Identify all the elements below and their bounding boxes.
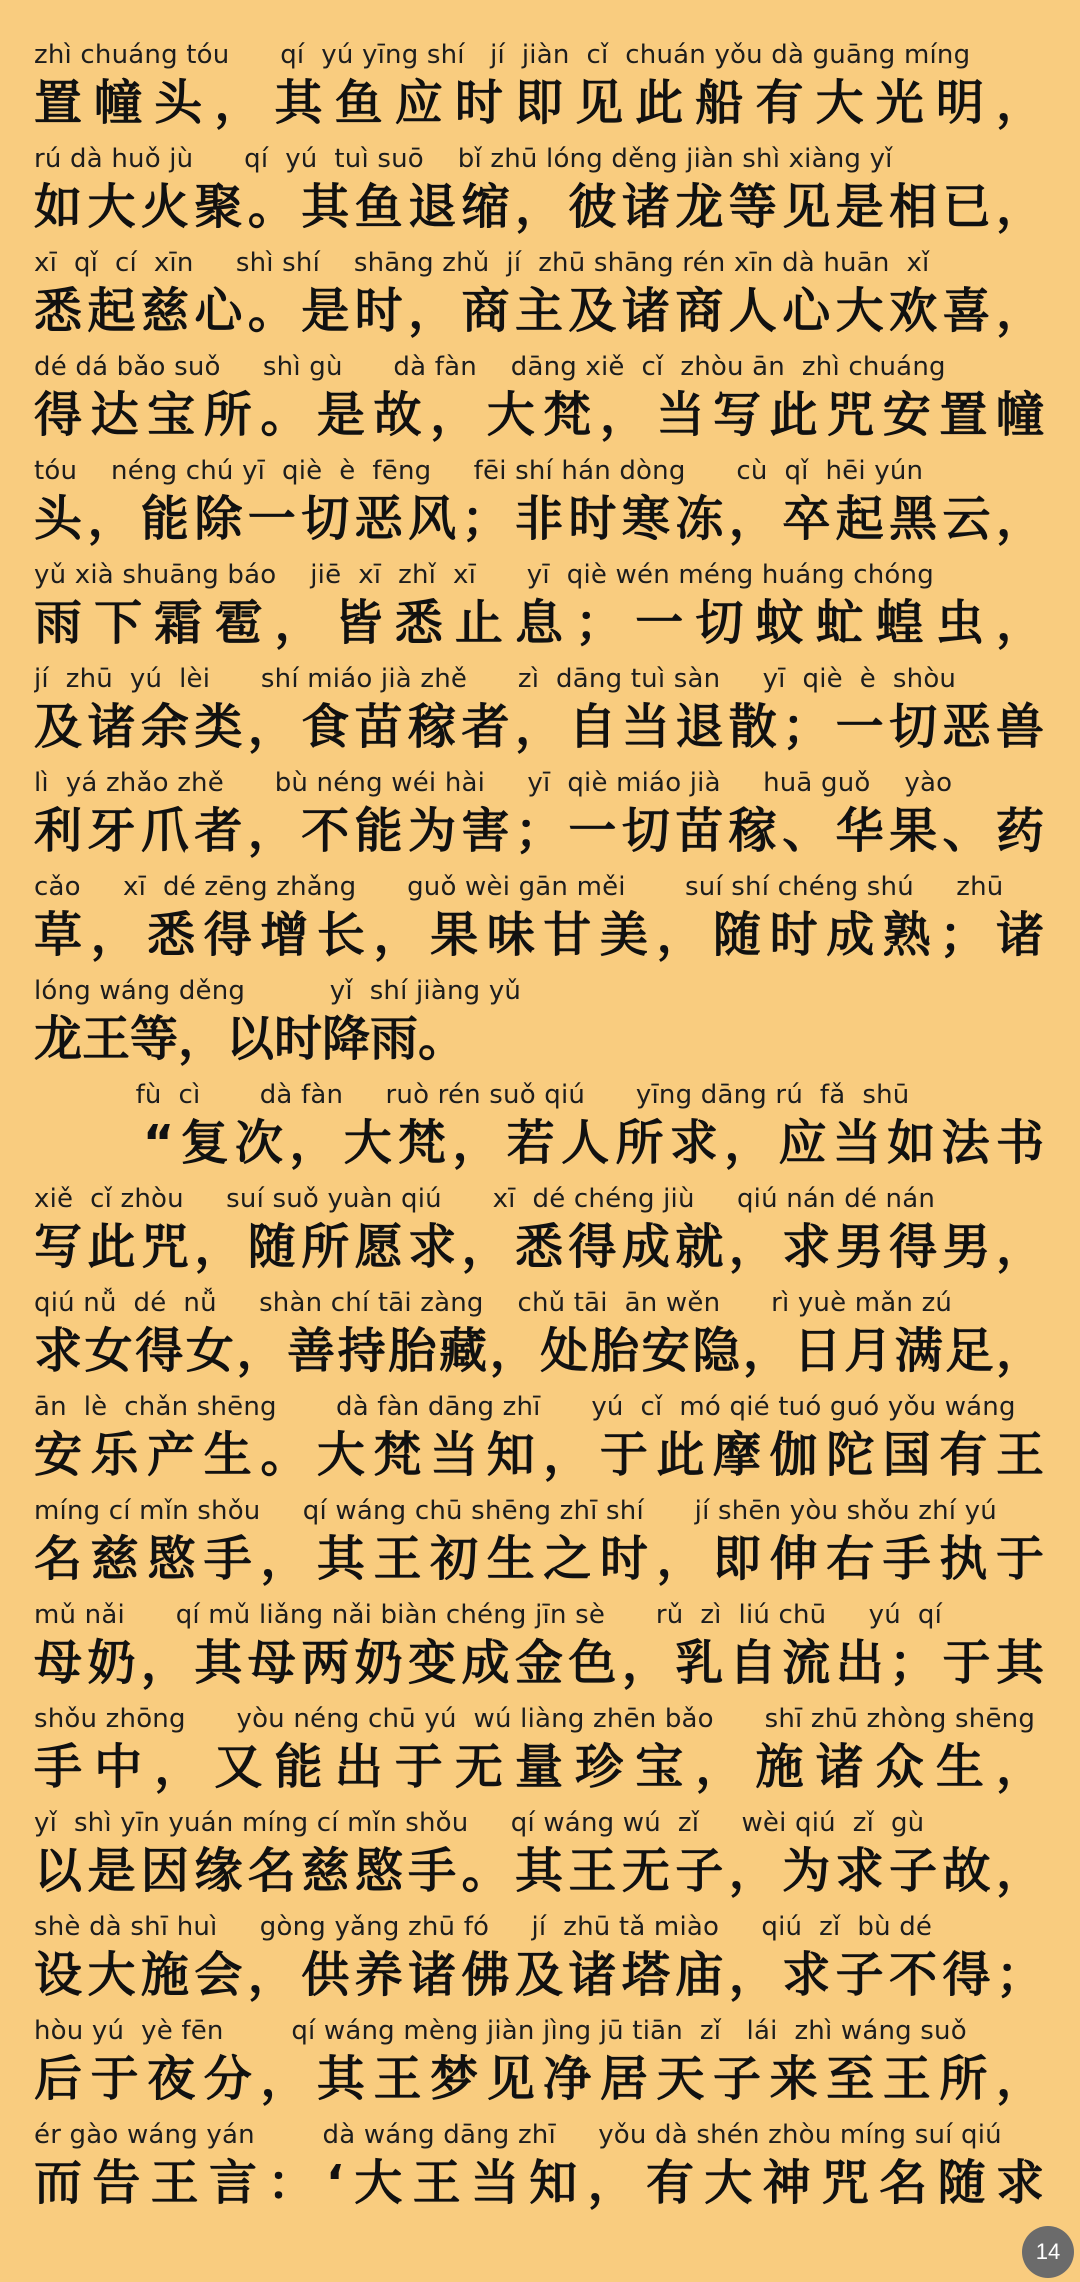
text-line (34, 662, 1044, 766)
hanzi-line: 利牙爪者，不能为害；一切苗稼、华果、药 (34, 803, 1044, 859)
pinyin-line: mǔ nǎi qí mǔ liǎng nǎi biàn chéng jīn sè rǔ zì liú chū yú qí (34, 1600, 943, 1630)
hanzi-line: 雨下霜雹，皆悉止息；一切蚊虻蝗虫， (34, 595, 1044, 651)
pinyin-line: dé dá bǎo suǒ shì gù dà fàn dāng xiě cǐ zhòu ān zhì chuáng (34, 352, 946, 382)
pinyin-line: jí zhū yú lèi shí miáo jià zhě zì dāng tuì sàn yī qiè è shòu (34, 664, 957, 694)
pinyin-line: zhì chuáng tóu qí yú yīng shí jí jiàn cǐ chuán yǒu dà guāng míng (34, 40, 971, 70)
hanzi-line: 置幢头，其鱼应时即见此船有大光明， (34, 75, 1044, 131)
text-line (34, 1078, 1044, 1182)
text-line (34, 2014, 1044, 2118)
pinyin-line: shǒu zhōng yòu néng chū yú wú liàng zhēn bǎo shī zhū zhòng shēng (34, 1704, 1036, 1734)
hanzi-line: 以是因缘名慈愍手。其王无子，为求子故， (34, 1843, 1044, 1899)
hanzi-line: 得达宝所。是故，大梵，当写此咒安置幢 (34, 387, 1044, 443)
page-number-badge: 14 (1022, 2226, 1074, 2278)
hanzi-line: 悉起慈心。是时，商主及诸商人心大欢喜， (34, 283, 1044, 339)
pinyin-line: ér gào wáng yán dà wáng dāng zhī yǒu dà shén zhòu míng suí qiú (34, 2120, 1002, 2150)
pinyin-line: rú dà huǒ jù qí yú tuì suō bǐ zhū lóng děng jiàn shì xiàng yǐ (34, 144, 893, 174)
pinyin-line: fù cì dà fàn ruò rén suǒ qiú yīng dāng rú fǎ shū (34, 1080, 910, 1110)
text-line (34, 1494, 1044, 1598)
pinyin-line: yǔ xià shuāng báo jiē xī zhǐ xī yī qiè wén méng huáng chóng (34, 560, 934, 590)
pinyin-line: lóng wáng děng yǐ shí jiàng yǔ (34, 976, 522, 1006)
text-line (34, 454, 1044, 558)
text-line (34, 974, 1044, 1078)
hanzi-line: “复次，大梵，若人所求，应当如法书 (34, 1115, 1044, 1171)
hanzi-line: 如大火聚。其鱼退缩，彼诸龙等见是相已， (34, 179, 1044, 235)
text-line (34, 38, 1044, 142)
pinyin-line: cǎo xī dé zēng zhǎng guǒ wèi gān měi suí shí chéng shú zhū (34, 872, 1004, 902)
hanzi-line: 求女得女，善持胎藏，处胎安隐，日月满足， (34, 1323, 1044, 1379)
hanzi-line: 龙王等，以时降雨。 (34, 1011, 467, 1067)
text-line (34, 1286, 1044, 1390)
text-line (34, 558, 1044, 662)
hanzi-line: 头，能除一切恶风；非时寒冻，卒起黑云， (34, 491, 1044, 547)
hanzi-line: 手中，又能出于无量珍宝，施诸众生， (34, 1739, 1044, 1795)
pinyin-line: shè dà shī huì gòng yǎng zhū fó jí zhū tǎ miào qiú zǐ bù dé (34, 1912, 933, 1942)
text-line (34, 1598, 1044, 1702)
hanzi-line: 而告王言：‘大王当知，有大神咒名随求 (34, 2155, 1044, 2211)
hanzi-line: 名慈愍手，其王初生之时，即伸右手执于 (34, 1531, 1044, 1587)
pinyin-line: hòu yú yè fēn qí wáng mèng jiàn jìng jū tiān zǐ lái zhì wáng suǒ (34, 2016, 967, 2046)
hanzi-line: 草，悉得增长，果味甘美，随时成熟；诸 (34, 907, 1044, 963)
pinyin-line: lì yá zhǎo zhě bù néng wéi hài yī qiè miáo jià huā guǒ yào (34, 768, 953, 798)
pinyin-line: xiě cǐ zhòu suí suǒ yuàn qiú xī dé chéng jiù qiú nán dé nán (34, 1184, 936, 1214)
hanzi-line: 及诸余类，食苗稼者，自当退散；一切恶兽 (34, 699, 1044, 755)
text-line (34, 1910, 1044, 2014)
pinyin-line: yǐ shì yīn yuán míng cí mǐn shǒu qí wáng wú zǐ wèi qiú zǐ gù (34, 1808, 925, 1838)
text-line (34, 1702, 1044, 1806)
text-line (34, 2118, 1044, 2222)
text-line (34, 1182, 1044, 1286)
text-lines (34, 38, 1044, 2222)
hanzi-line: 安乐产生。大梵当知，于此摩伽陀国有王 (34, 1427, 1044, 1483)
pinyin-line: ān lè chǎn shēng dà fàn dāng zhī yú cǐ mó qié tuó guó yǒu wáng (34, 1392, 1016, 1422)
pinyin-line: xī qǐ cí xīn shì shí shāng zhǔ jí zhū shāng rén xīn dà huān xǐ (34, 248, 930, 278)
text-line (34, 1806, 1044, 1910)
pinyin-line: tóu néng chú yī qiè è fēng fēi shí hán dòng cù qǐ hēi yún (34, 456, 924, 486)
text-line (34, 870, 1044, 974)
text-line (34, 1390, 1044, 1494)
hanzi-line: 设大施会，供养诸佛及诸塔庙，求子不得； (34, 1947, 1044, 2003)
text-line (34, 142, 1044, 246)
text-line (34, 246, 1044, 350)
text-line (34, 350, 1044, 454)
hanzi-line: 写此咒，随所愿求，悉得成就，求男得男， (34, 1219, 1044, 1275)
pinyin-line: qiú nǚ dé nǚ shàn chí tāi zàng chǔ tāi ān wěn rì yuè mǎn zú (34, 1288, 953, 1318)
hanzi-line: 后于夜分，其王梦见净居天子来至王所， (34, 2051, 1044, 2107)
pinyin-line: míng cí mǐn shǒu qí wáng chū shēng zhī shí jí shēn yòu shǒu zhí yú (34, 1496, 997, 1526)
hanzi-line: 母奶，其母两奶变成金色，乳自流出；于其 (34, 1635, 1044, 1691)
text-line (34, 766, 1044, 870)
